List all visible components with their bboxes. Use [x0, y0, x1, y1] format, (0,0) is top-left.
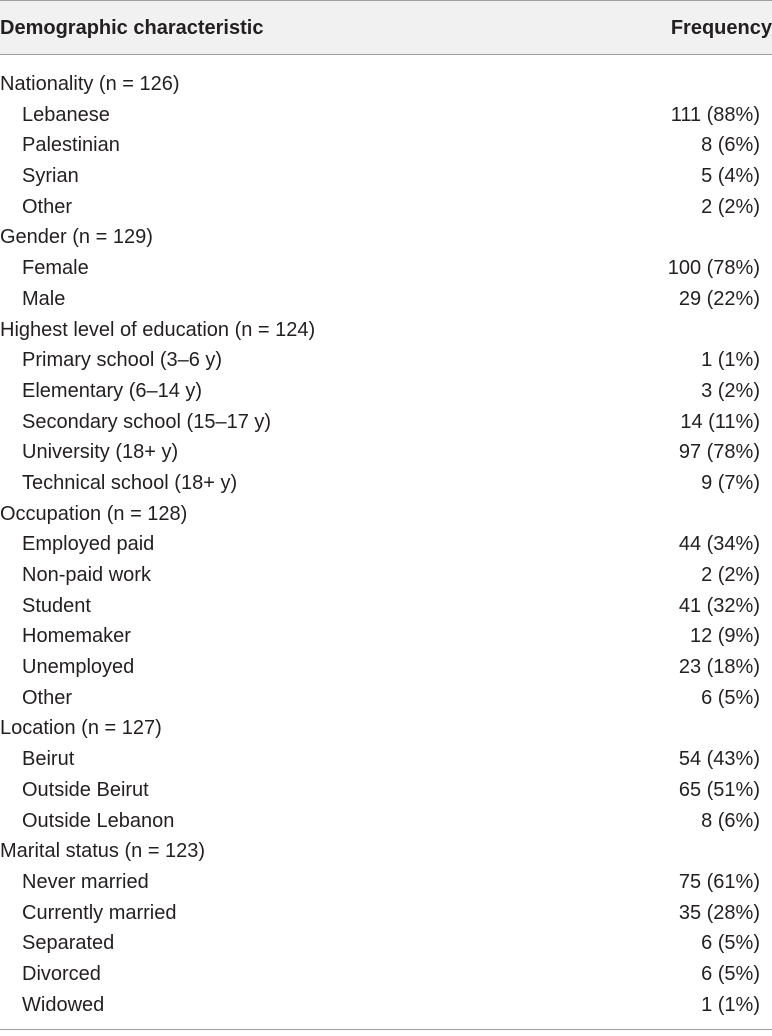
row-label: Separated	[22, 932, 115, 955]
table-row	[0, 192, 772, 223]
table-row	[0, 407, 772, 438]
row-label: Female	[22, 257, 89, 280]
row-frequency: 29 (22%)	[678, 287, 760, 310]
row-label: Syrian	[22, 165, 79, 188]
section-heading-row	[0, 499, 772, 530]
row-frequency: 1 (1%)	[701, 993, 760, 1016]
row-frequency: 2 (2%)	[701, 564, 760, 586]
section-heading-row	[0, 222, 772, 253]
row-label: Palestinian	[22, 134, 120, 157]
row-label: Never married	[22, 870, 149, 893]
row-frequency: 41 (32%)	[678, 594, 760, 617]
table-row	[0, 437, 772, 468]
row-frequency: 6 (5%)	[701, 962, 760, 985]
section-heading: Occupation (n = 128)	[0, 502, 188, 525]
row-label: Beirut	[22, 748, 75, 771]
section-heading: Highest level of education (n = 124)	[0, 318, 316, 341]
table-body	[0, 55, 772, 1020]
table-row	[0, 161, 772, 192]
row-label: Unemployed	[22, 656, 135, 679]
table-row	[0, 806, 772, 837]
table-row	[0, 959, 772, 990]
table-row	[0, 990, 772, 1021]
row-frequency: 9 (7%)	[701, 471, 760, 494]
row-frequency: 35 (28%)	[678, 901, 760, 924]
row-label: Male	[22, 287, 66, 310]
table-row	[0, 253, 772, 284]
table-row	[0, 621, 772, 652]
row-frequency: 6 (5%)	[701, 932, 760, 955]
table-row	[0, 898, 772, 929]
section-heading-row	[0, 713, 772, 744]
table-row	[0, 560, 772, 591]
row-frequency: 75 (61%)	[678, 870, 760, 893]
table-header	[0, 0, 772, 55]
row-frequency: 3 (2%)	[701, 379, 760, 402]
row-label: Secondary school (15–17 y)	[22, 410, 272, 433]
row-frequency: 100 (78%)	[667, 257, 760, 280]
row-label: Other	[22, 195, 73, 218]
table-row	[0, 345, 772, 376]
column-header-characteristic: Demographic characteristic	[0, 17, 264, 39]
row-frequency: 23 (18%)	[678, 656, 760, 679]
row-frequency: 111 (88%)	[670, 103, 760, 126]
row-label: Outside Beirut	[22, 778, 149, 801]
table-row	[0, 775, 772, 806]
row-label: Homemaker	[22, 625, 131, 648]
table-row	[0, 529, 772, 560]
row-frequency: 12 (9%)	[689, 625, 760, 648]
table-row	[0, 867, 772, 898]
row-label: Primary school (3–6 y)	[22, 349, 223, 372]
row-label: Elementary (6–14 y)	[22, 379, 203, 402]
row-frequency: 65 (51%)	[678, 778, 760, 801]
row-label: Outside Lebanon	[22, 809, 175, 832]
table-row	[0, 376, 772, 407]
table-row	[0, 100, 772, 131]
row-frequency: 6 (5%)	[701, 686, 760, 709]
row-frequency: 8 (6%)	[701, 809, 760, 832]
table-row	[0, 683, 772, 714]
row-frequency: 2 (2%)	[701, 195, 760, 218]
section-heading: Gender (n = 129)	[0, 226, 153, 249]
row-label: University (18+ y)	[22, 441, 179, 464]
row-label: Student	[22, 594, 91, 617]
row-label: Technical school (18+ y)	[22, 471, 238, 494]
section-heading-row	[0, 315, 772, 346]
row-frequency: 97 (78%)	[678, 441, 760, 464]
section-heading: Nationality (n = 126)	[0, 73, 180, 95]
table-row	[0, 130, 772, 161]
section-heading-row	[0, 836, 772, 867]
table-row	[0, 652, 772, 683]
bottom-rule	[0, 1029, 772, 1030]
table-row	[0, 928, 772, 959]
row-frequency: 54 (43%)	[678, 748, 760, 771]
column-header-frequency: Frequency	[670, 17, 772, 39]
row-label: Lebanese	[22, 103, 110, 126]
row-label: Currently married	[22, 901, 177, 924]
row-label: Divorced	[22, 962, 101, 985]
row-label: Other	[22, 686, 73, 709]
table-row	[0, 284, 772, 315]
table-row	[0, 744, 772, 775]
section-heading: Location (n = 127)	[0, 717, 162, 740]
table-row	[0, 468, 772, 499]
section-heading: Marital status (n = 123)	[0, 840, 206, 863]
row-label: Widowed	[22, 993, 105, 1016]
row-frequency: 8 (6%)	[701, 134, 760, 157]
row-frequency: 14 (11%)	[680, 410, 760, 433]
row-label: Employed paid	[22, 533, 155, 556]
row-frequency: 1 (1%)	[701, 349, 760, 372]
row-frequency: 44 (34%)	[678, 533, 760, 556]
row-label: Non-paid work	[22, 564, 151, 586]
row-frequency: 5 (4%)	[701, 165, 760, 188]
section-heading-row	[0, 69, 772, 100]
table-row	[0, 591, 772, 622]
